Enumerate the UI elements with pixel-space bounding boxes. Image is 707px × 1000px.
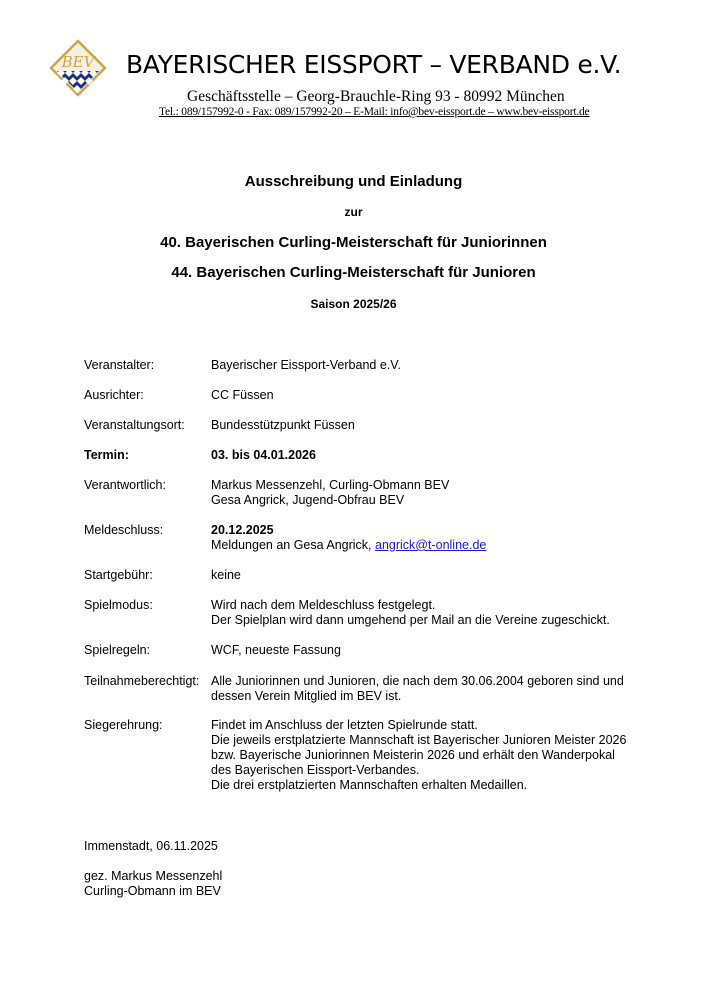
event-title-juniorinnen: 40. Bayerischen Curling-Meisterschaft für Juniorinnen: [160, 234, 547, 251]
teilnahme-line: dessen Verein Mitglied im BEV ist.: [211, 689, 402, 703]
signature: gez. Markus Messenzehl: [84, 869, 223, 883]
value-veranstalter: Bayerischer Eissport-Verband e.V.: [211, 358, 401, 372]
spielmodus-line: Der Spielplan wird dann umgehend per Mail an die Vereine zugeschickt.: [211, 613, 610, 627]
siegerehrung-line: des Bayerischen Eissport-Verbandes.: [211, 763, 420, 777]
spielmodus-line: Wird nach dem Meldeschluss festgelegt.: [211, 598, 436, 612]
place-date: Immenstadt, 06.11.2025: [84, 839, 218, 853]
label-ausrichter: Ausrichter:: [84, 388, 144, 402]
label-veranstaltungsort: Veranstaltungsort:: [84, 418, 185, 432]
bev-logo: [49, 39, 107, 97]
teilnahme-line: Alle Juniorinnen und Junioren, die nach dem 30.06.2004 geboren sind und: [211, 674, 624, 688]
season: Saison 2025/26: [310, 297, 397, 311]
doc-title-zur: zur: [344, 205, 363, 219]
label-verantwortlich: Verantwortlich:: [84, 478, 166, 492]
label-meldeschluss: Meldeschluss:: [84, 523, 164, 537]
siegerehrung-line: bzw. Bayerische Juniorinnen Meisterin 2026 und erhält den Wanderpokal: [211, 748, 615, 762]
meldeschluss-note: [211, 538, 486, 553]
label-spielmodus: Spielmodus:: [84, 598, 153, 612]
label-spielregeln: Spielregeln:: [84, 643, 151, 657]
value-verantwortlich: [211, 478, 449, 508]
value-startgebuehr: keine: [211, 568, 241, 582]
value-teilnahmeberechtigt: [211, 674, 624, 704]
label-termin: Termin:: [84, 448, 129, 462]
value-meldeschluss: [211, 523, 486, 553]
org-contact: Tel.: 089/157992-0 - Fax: 089/157992-20 – E-Mail: info@bev-eissport.de – www.bev-eissport.de: [159, 106, 590, 118]
verantwortlich-line: Markus Messenzehl, Curling-Obmann BEV: [211, 478, 450, 492]
label-veranstalter: Veranstalter:: [84, 358, 155, 372]
value-termin: 03. bis 04.01.2026: [211, 448, 316, 462]
email-link[interactable]: angrick@t-online.de: [375, 538, 487, 552]
event-title-junioren: 44. Bayerischen Curling-Meisterschaft für Junioren: [171, 264, 536, 281]
siegerehrung-line: Findet im Anschluss der letzten Spielrunde statt.: [211, 718, 478, 732]
value-spielregeln: WCF, neueste Fassung: [211, 643, 341, 657]
value-siegerehrung: [211, 718, 626, 793]
label-startgebuehr: Startgebühr:: [84, 568, 153, 582]
org-address: Geschäftsstelle – Georg-Brauchle-Ring 93 - 80992 München: [187, 88, 565, 105]
siegerehrung-line: Die drei erstplatzierten Mannschaften erhalten Medaillen.: [211, 778, 528, 792]
doc-title: Ausschreibung und Einladung: [244, 173, 463, 190]
org-name: BAYERISCHER EISSPORT – VERBAND e.V.: [126, 50, 622, 79]
label-siegerehrung: Siegerehrung:: [84, 718, 163, 732]
siegerehrung-line: Die jeweils erstplatzierte Mannschaft ist Bayerischer Junioren Meister 2026: [211, 733, 627, 747]
logo-text: BEV: [61, 53, 95, 71]
value-ausrichter: CC Füssen: [211, 388, 274, 402]
label-teilnahmeberechtigt: Teilnahmeberechtigt:: [84, 674, 200, 688]
value-spielmodus: [211, 598, 610, 628]
verantwortlich-line: Gesa Angrick, Jugend-Obfrau BEV: [211, 493, 405, 507]
signature-role: Curling-Obmann im BEV: [84, 884, 221, 898]
value-veranstaltungsort: Bundesstützpunkt Füssen: [211, 418, 355, 432]
meldeschluss-date: 20.12.2025: [211, 523, 274, 537]
meldeschluss-text: Meldungen an Gesa Angrick,: [211, 538, 375, 552]
